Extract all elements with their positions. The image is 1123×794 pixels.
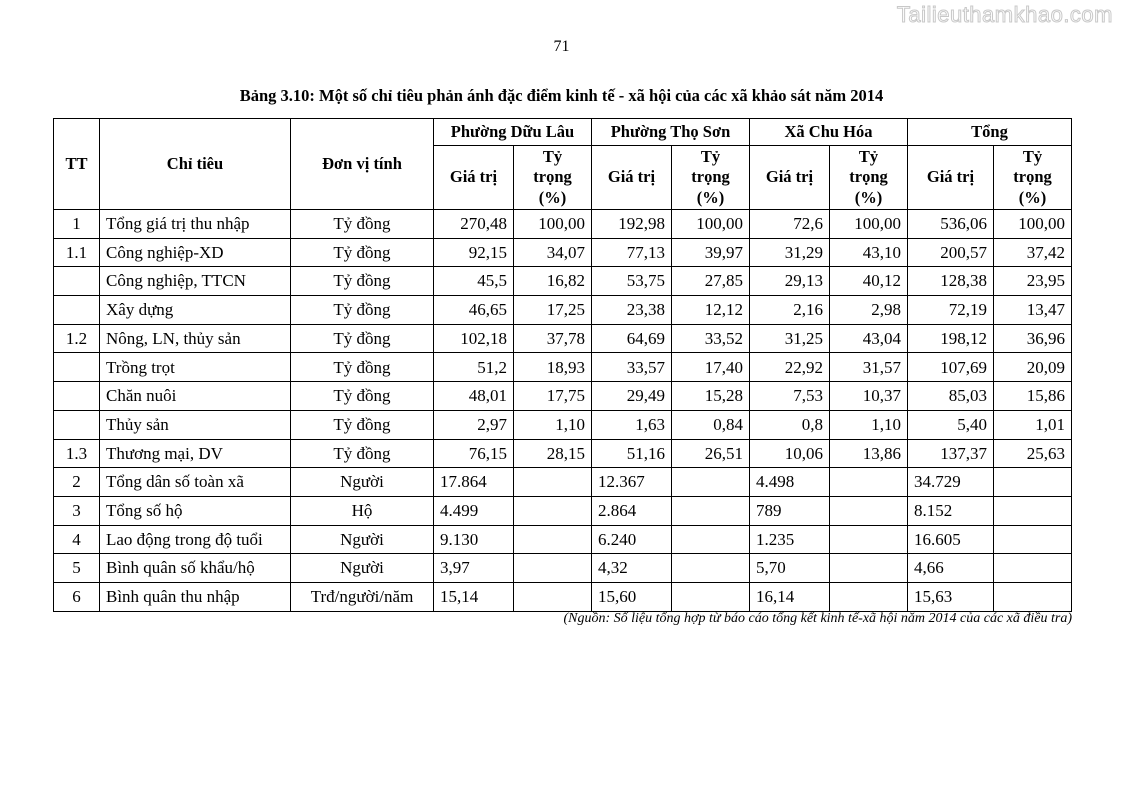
row-cell: 29,13 bbox=[750, 267, 830, 296]
row-cell: 31,25 bbox=[750, 324, 830, 353]
row-unit: Người bbox=[291, 554, 434, 583]
row-cell: 102,18 bbox=[434, 324, 514, 353]
header-group-tho-son: Phường Thọ Sơn bbox=[592, 119, 750, 146]
statistics-table bbox=[53, 118, 1072, 612]
row-cell: 536,06 bbox=[908, 210, 994, 239]
row-cell: 34.729 bbox=[908, 468, 994, 497]
row-cell: 64,69 bbox=[592, 324, 672, 353]
header-group-du-lau: Phường Dữu Lâu bbox=[434, 119, 592, 146]
header-share bbox=[830, 146, 908, 210]
row-cell: 17,40 bbox=[672, 353, 750, 382]
row-indicator: Thương mại, DV bbox=[100, 439, 291, 468]
row-unit: Trđ/người/năm bbox=[291, 582, 434, 611]
table-header bbox=[54, 119, 1072, 210]
row-cell: 2,98 bbox=[830, 296, 908, 325]
row-cell: 100,00 bbox=[830, 210, 908, 239]
header-share-line: (%) bbox=[1018, 187, 1047, 207]
header-share-line: (%) bbox=[854, 187, 883, 207]
row-cell: 1,10 bbox=[830, 410, 908, 439]
row-cell bbox=[830, 496, 908, 525]
header-share-line: (%) bbox=[538, 187, 567, 207]
row-cell: 107,69 bbox=[908, 353, 994, 382]
row-cell: 17,75 bbox=[514, 382, 592, 411]
header-group-chu-hoa: Xã Chu Hóa bbox=[750, 119, 908, 146]
row-cell bbox=[672, 496, 750, 525]
row-unit: Người bbox=[291, 468, 434, 497]
row-cell: 128,38 bbox=[908, 267, 994, 296]
source-note: (Nguồn: Số liệu tổng hợp từ báo cáo tổng kết kinh tế-xã hội năm 2014 của các xã điều tra) bbox=[563, 611, 1072, 626]
row-cell: 48,01 bbox=[434, 382, 514, 411]
row-cell: 198,12 bbox=[908, 324, 994, 353]
header-share bbox=[994, 146, 1072, 210]
row-cell: 1,10 bbox=[514, 410, 592, 439]
row-unit: Người bbox=[291, 525, 434, 554]
row-cell: 72,6 bbox=[750, 210, 830, 239]
header-share-line: trọng bbox=[849, 167, 888, 187]
row-indicator: Bình quân thu nhập bbox=[100, 582, 291, 611]
row-cell: 17,25 bbox=[514, 296, 592, 325]
row-cell bbox=[514, 582, 592, 611]
row-indicator: Trồng trọt bbox=[100, 353, 291, 382]
row-cell: 25,63 bbox=[994, 439, 1072, 468]
row-cell: 39,97 bbox=[672, 238, 750, 267]
row-cell: 51,16 bbox=[592, 439, 672, 468]
row-cell: 6.240 bbox=[592, 525, 672, 554]
table-row bbox=[54, 238, 1072, 267]
row-cell: 2,97 bbox=[434, 410, 514, 439]
table-row bbox=[54, 410, 1072, 439]
row-cell: 2,16 bbox=[750, 296, 830, 325]
row-cell bbox=[830, 554, 908, 583]
table-row bbox=[54, 353, 1072, 382]
row-unit: Tỷ đồng bbox=[291, 210, 434, 239]
row-cell: 18,93 bbox=[514, 353, 592, 382]
row-cell bbox=[514, 554, 592, 583]
header-group-total: Tổng bbox=[908, 119, 1072, 146]
table-body bbox=[54, 210, 1072, 612]
row-cell: 0,84 bbox=[672, 410, 750, 439]
row-indicator: Tổng dân số toàn xã bbox=[100, 468, 291, 497]
table-row bbox=[54, 324, 1072, 353]
row-cell: 31,57 bbox=[830, 353, 908, 382]
row-cell: 4,66 bbox=[908, 554, 994, 583]
row-cell: 192,98 bbox=[592, 210, 672, 239]
row-cell: 27,85 bbox=[672, 267, 750, 296]
row-cell: 37,78 bbox=[514, 324, 592, 353]
row-cell: 22,92 bbox=[750, 353, 830, 382]
row-tt bbox=[54, 296, 100, 325]
row-cell: 85,03 bbox=[908, 382, 994, 411]
row-cell: 8.152 bbox=[908, 496, 994, 525]
row-cell bbox=[830, 582, 908, 611]
row-unit: Tỷ đồng bbox=[291, 324, 434, 353]
row-cell: 200,57 bbox=[908, 238, 994, 267]
row-unit: Tỷ đồng bbox=[291, 238, 434, 267]
row-tt: 1.3 bbox=[54, 439, 100, 468]
row-cell: 16,82 bbox=[514, 267, 592, 296]
row-cell: 1,01 bbox=[994, 410, 1072, 439]
table-row bbox=[54, 468, 1072, 497]
row-cell: 16,14 bbox=[750, 582, 830, 611]
row-cell: 20,09 bbox=[994, 353, 1072, 382]
row-cell: 15,86 bbox=[994, 382, 1072, 411]
row-cell: 1.235 bbox=[750, 525, 830, 554]
row-cell: 34,07 bbox=[514, 238, 592, 267]
row-cell: 53,75 bbox=[592, 267, 672, 296]
row-cell: 4,32 bbox=[592, 554, 672, 583]
row-cell: 29,49 bbox=[592, 382, 672, 411]
row-cell: 13,86 bbox=[830, 439, 908, 468]
header-indicator: Chỉ tiêu bbox=[100, 119, 291, 210]
row-cell: 76,15 bbox=[434, 439, 514, 468]
row-cell: 17.864 bbox=[434, 468, 514, 497]
row-cell: 4.498 bbox=[750, 468, 830, 497]
table-row bbox=[54, 554, 1072, 583]
row-cell: 3,97 bbox=[434, 554, 514, 583]
row-cell: 33,57 bbox=[592, 353, 672, 382]
row-unit: Tỷ đồng bbox=[291, 267, 434, 296]
row-cell: 0,8 bbox=[750, 410, 830, 439]
row-indicator: Tổng giá trị thu nhập bbox=[100, 210, 291, 239]
row-cell: 40,12 bbox=[830, 267, 908, 296]
row-tt: 1.2 bbox=[54, 324, 100, 353]
row-cell: 46,65 bbox=[434, 296, 514, 325]
row-unit: Tỷ đồng bbox=[291, 410, 434, 439]
header-share-line: Tỷ bbox=[700, 146, 721, 166]
table-row bbox=[54, 439, 1072, 468]
header-share-line: Tỷ bbox=[858, 146, 879, 166]
row-cell: 7,53 bbox=[750, 382, 830, 411]
header-value: Giá trị bbox=[908, 146, 994, 210]
header-share-line: trọng bbox=[1013, 167, 1052, 187]
row-cell: 10,37 bbox=[830, 382, 908, 411]
row-unit: Tỷ đồng bbox=[291, 382, 434, 411]
row-tt: 4 bbox=[54, 525, 100, 554]
table-row bbox=[54, 382, 1072, 411]
row-indicator: Bình quân số khẩu/hộ bbox=[100, 554, 291, 583]
table-row bbox=[54, 296, 1072, 325]
row-cell: 15,63 bbox=[908, 582, 994, 611]
row-cell bbox=[672, 468, 750, 497]
row-cell: 789 bbox=[750, 496, 830, 525]
row-cell: 37,42 bbox=[994, 238, 1072, 267]
row-cell: 15,28 bbox=[672, 382, 750, 411]
table-row bbox=[54, 525, 1072, 554]
row-cell: 31,29 bbox=[750, 238, 830, 267]
row-cell: 23,95 bbox=[994, 267, 1072, 296]
header-value: Giá trị bbox=[750, 146, 830, 210]
row-cell bbox=[672, 525, 750, 554]
header-share-line: Tỷ bbox=[542, 146, 563, 166]
header-unit: Đơn vị tính bbox=[291, 119, 434, 210]
row-cell: 26,51 bbox=[672, 439, 750, 468]
row-cell: 100,00 bbox=[672, 210, 750, 239]
row-cell bbox=[514, 525, 592, 554]
row-cell bbox=[994, 554, 1072, 583]
row-cell: 23,38 bbox=[592, 296, 672, 325]
row-cell: 100,00 bbox=[514, 210, 592, 239]
row-cell bbox=[672, 582, 750, 611]
page-number: 71 bbox=[553, 38, 570, 55]
row-cell: 72,19 bbox=[908, 296, 994, 325]
header-share bbox=[672, 146, 750, 210]
row-cell: 43,04 bbox=[830, 324, 908, 353]
row-tt: 5 bbox=[54, 554, 100, 583]
row-cell bbox=[994, 468, 1072, 497]
header-share-line: (%) bbox=[696, 187, 725, 207]
row-cell bbox=[994, 582, 1072, 611]
row-unit: Tỷ đồng bbox=[291, 439, 434, 468]
row-cell: 33,52 bbox=[672, 324, 750, 353]
row-indicator: Chăn nuôi bbox=[100, 382, 291, 411]
row-indicator: Tổng số hộ bbox=[100, 496, 291, 525]
row-tt: 6 bbox=[54, 582, 100, 611]
row-cell: 10,06 bbox=[750, 439, 830, 468]
row-cell: 92,15 bbox=[434, 238, 514, 267]
row-cell: 13,47 bbox=[994, 296, 1072, 325]
row-cell: 5,70 bbox=[750, 554, 830, 583]
table-row bbox=[54, 582, 1072, 611]
row-tt: 1 bbox=[54, 210, 100, 239]
row-cell: 12,12 bbox=[672, 296, 750, 325]
row-cell: 9.130 bbox=[434, 525, 514, 554]
header-value: Giá trị bbox=[434, 146, 514, 210]
row-cell: 43,10 bbox=[830, 238, 908, 267]
row-tt bbox=[54, 353, 100, 382]
row-cell: 45,5 bbox=[434, 267, 514, 296]
row-indicator: Thủy sản bbox=[100, 410, 291, 439]
row-cell: 12.367 bbox=[592, 468, 672, 497]
row-cell bbox=[994, 525, 1072, 554]
header-share-line: Tỷ bbox=[1022, 146, 1043, 166]
row-cell bbox=[514, 496, 592, 525]
row-cell: 28,15 bbox=[514, 439, 592, 468]
row-cell bbox=[994, 496, 1072, 525]
header-share-line: trọng bbox=[691, 167, 730, 187]
table-row bbox=[54, 210, 1072, 239]
row-cell: 77,13 bbox=[592, 238, 672, 267]
header-value: Giá trị bbox=[592, 146, 672, 210]
row-cell: 15,60 bbox=[592, 582, 672, 611]
row-tt bbox=[54, 382, 100, 411]
row-cell: 4.499 bbox=[434, 496, 514, 525]
header-share-line: trọng bbox=[533, 167, 572, 187]
row-cell: 16.605 bbox=[908, 525, 994, 554]
row-tt: 3 bbox=[54, 496, 100, 525]
row-indicator: Lao động trong độ tuổi bbox=[100, 525, 291, 554]
row-unit: Tỷ đồng bbox=[291, 296, 434, 325]
row-tt: 2 bbox=[54, 468, 100, 497]
row-cell: 36,96 bbox=[994, 324, 1072, 353]
row-cell: 15,14 bbox=[434, 582, 514, 611]
row-tt: 1.1 bbox=[54, 238, 100, 267]
row-cell: 5,40 bbox=[908, 410, 994, 439]
row-cell: 1,63 bbox=[592, 410, 672, 439]
row-indicator: Nông, LN, thủy sản bbox=[100, 324, 291, 353]
row-cell bbox=[830, 468, 908, 497]
row-unit: Tỷ đồng bbox=[291, 353, 434, 382]
row-cell bbox=[830, 525, 908, 554]
row-cell: 51,2 bbox=[434, 353, 514, 382]
row-cell: 100,00 bbox=[994, 210, 1072, 239]
header-share bbox=[514, 146, 592, 210]
row-indicator: Công nghiệp, TTCN bbox=[100, 267, 291, 296]
row-cell bbox=[514, 468, 592, 497]
row-tt bbox=[54, 267, 100, 296]
row-indicator: Công nghiệp-XD bbox=[100, 238, 291, 267]
watermark: Tailieuthamkhao.com bbox=[896, 2, 1113, 27]
row-unit: Hộ bbox=[291, 496, 434, 525]
table-title: Bảng 3.10: Một số chỉ tiêu phản ánh đặc điểm kinh tế - xã hội của các xã khảo sát năm 2014 bbox=[239, 86, 884, 105]
row-indicator: Xây dựng bbox=[100, 296, 291, 325]
table-row bbox=[54, 267, 1072, 296]
row-cell: 270,48 bbox=[434, 210, 514, 239]
row-tt bbox=[54, 410, 100, 439]
row-cell bbox=[672, 554, 750, 583]
table-row bbox=[54, 496, 1072, 525]
row-cell: 137,37 bbox=[908, 439, 994, 468]
header-tt: TT bbox=[54, 119, 100, 210]
row-cell: 2.864 bbox=[592, 496, 672, 525]
